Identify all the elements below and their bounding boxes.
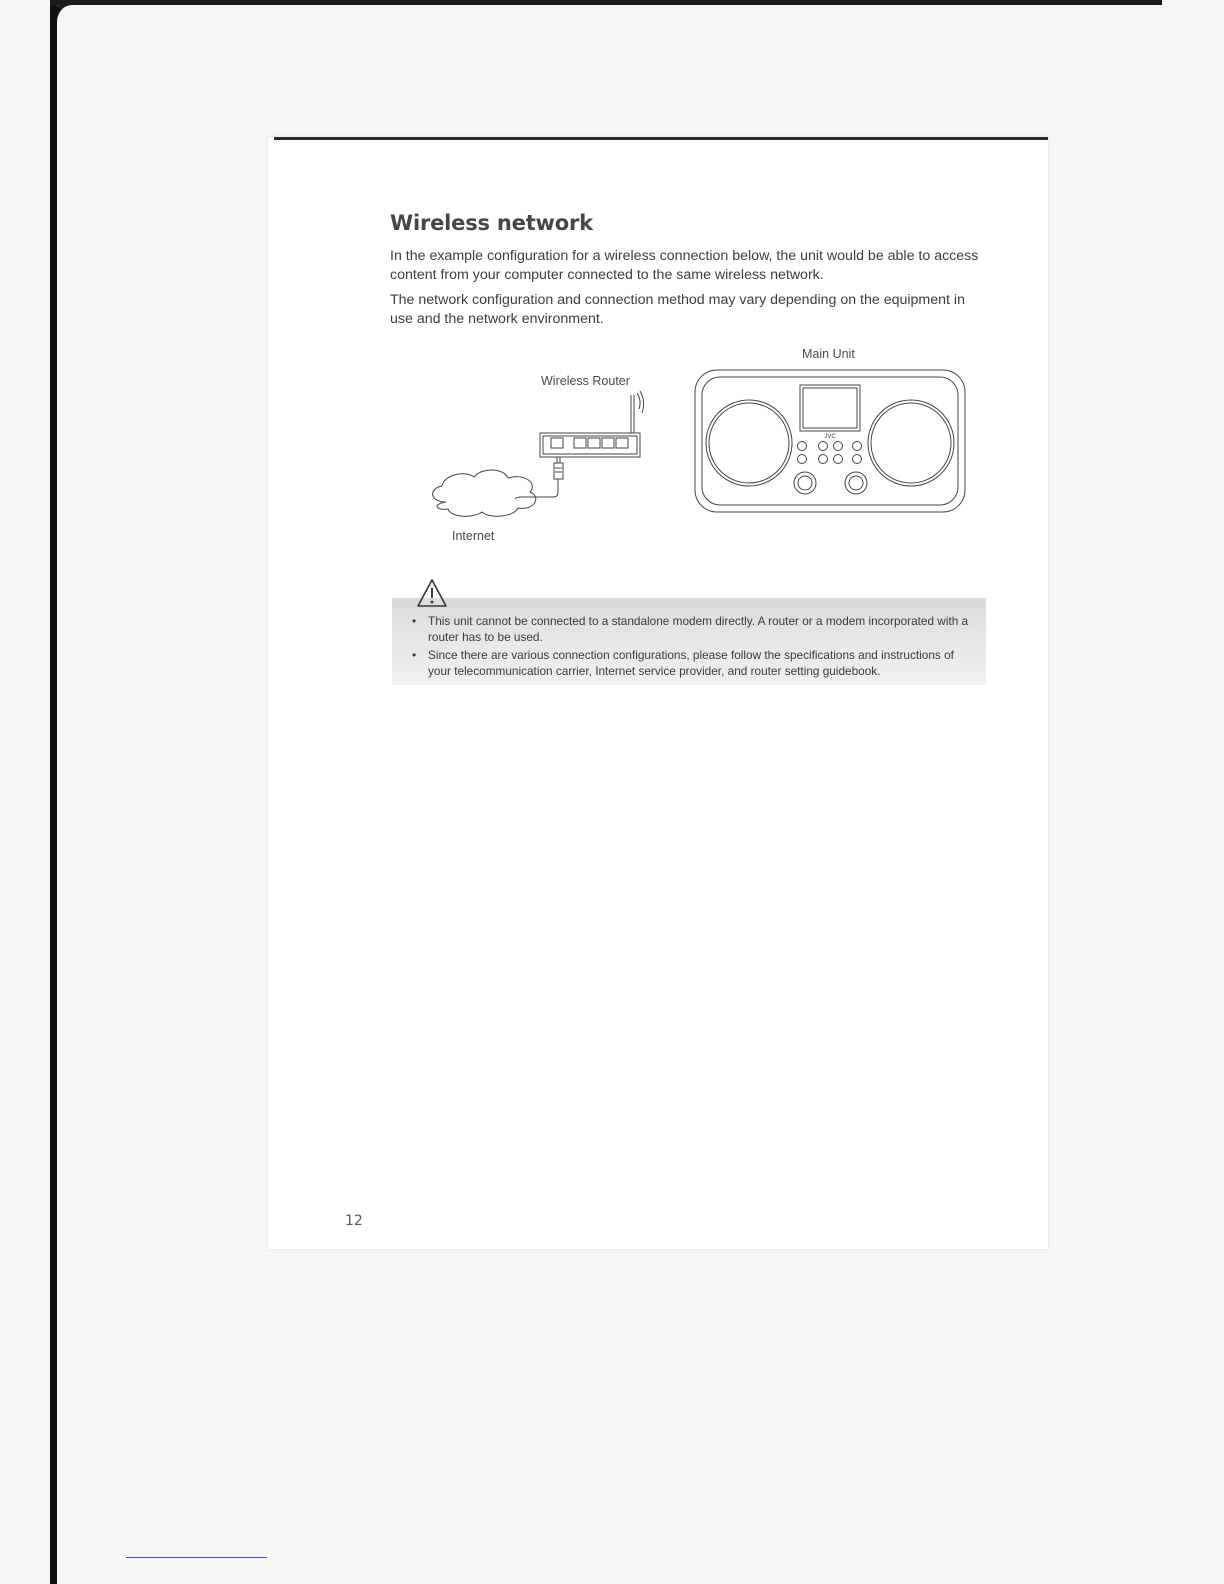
caution-item — [412, 614, 972, 645]
page-number: 12 — [345, 1213, 363, 1229]
scan-border-top — [50, 0, 1162, 5]
section-title: Wireless network — [390, 211, 593, 235]
wireless-router-label: Wireless Router — [541, 374, 630, 388]
caution-list — [412, 614, 972, 682]
diagram-drawing — [268, 137, 1048, 577]
network-diagram — [268, 137, 1048, 577]
main-unit-radio-icon — [695, 370, 965, 512]
bullet-icon: • — [412, 648, 417, 662]
caution-item-text: This unit cannot be connected to a standalone modem directly. A router or a modem incorporated with a router has to be used. — [428, 614, 969, 644]
wireless-router-icon — [540, 391, 644, 457]
main-unit-label: Main Unit — [802, 347, 855, 361]
intro-paragraph: In the example configuration for a wireless connection below, the unit would be able to access content from your computer connected to the same wireless network. — [390, 248, 979, 283]
manual-page — [268, 137, 1048, 1249]
warning-triangle-icon — [416, 578, 448, 608]
scan-border-left — [50, 0, 57, 1584]
caution-item-text: Since there are various connection configurations, please follow the specifications and instructions of your telecommunication carrier, Internet service provider, and router setting guidebook. — [428, 648, 954, 678]
device-brand-logo: JVC — [824, 434, 836, 440]
caution-note-box — [392, 598, 986, 685]
caution-item — [412, 648, 972, 679]
underline-mark — [126, 1557, 267, 1558]
internet-label: Internet — [452, 529, 495, 543]
bullet-icon: • — [412, 614, 417, 628]
config-paragraph: The network configuration and connection method may vary depending on the equipment in use and the network environment. — [390, 292, 965, 327]
internet-cloud-icon — [433, 470, 536, 516]
